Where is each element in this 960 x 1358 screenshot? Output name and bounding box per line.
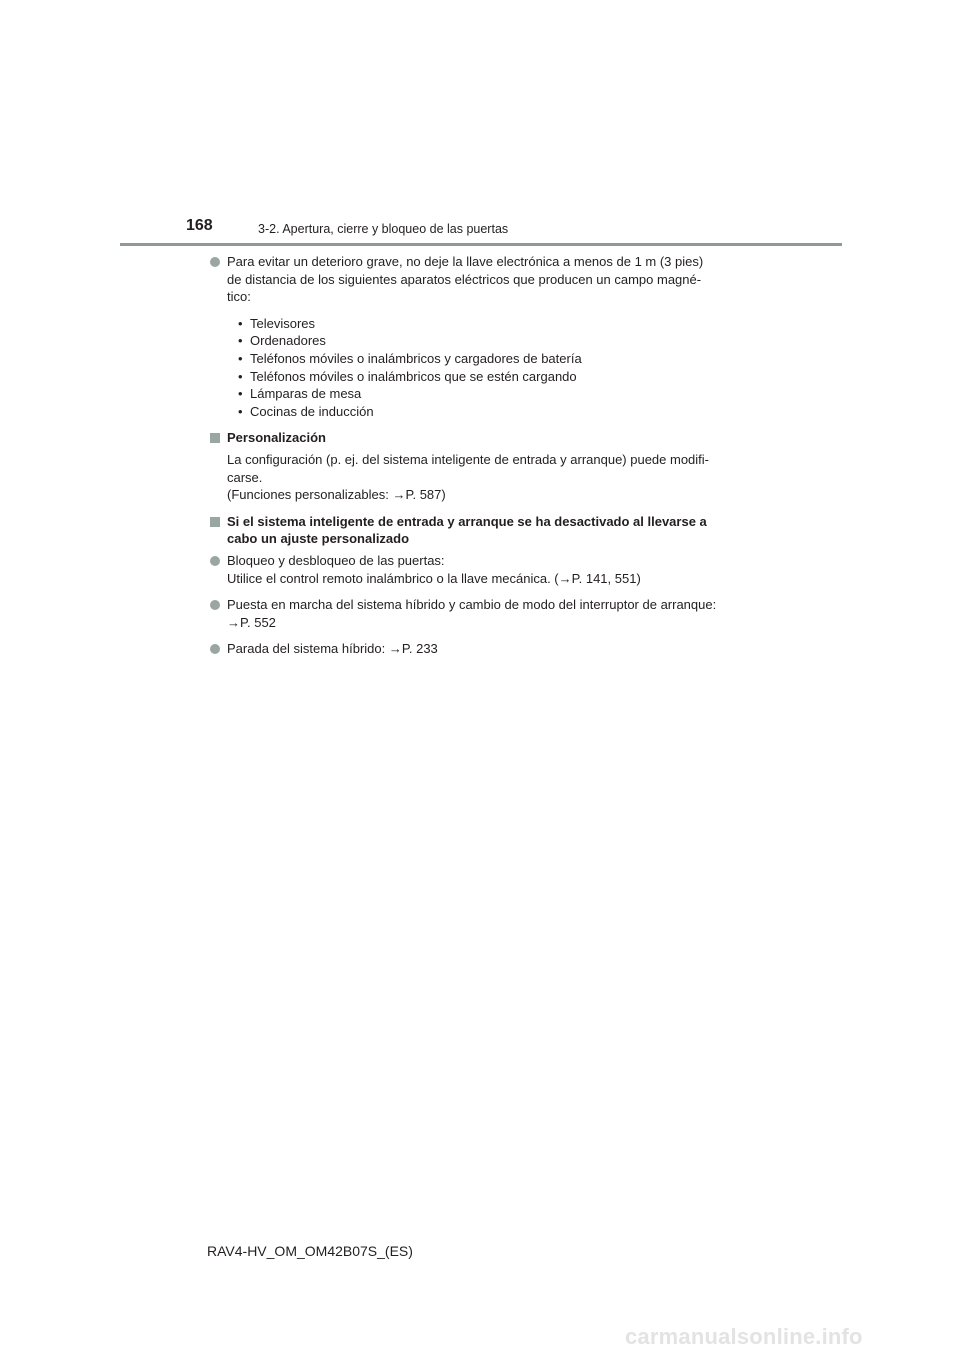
warning-item — [208, 253, 753, 306]
text-line: Puesta en marcha del sistema híbrido y cambio de modo del interruptor de arranque: — [227, 597, 717, 613]
list-item: • Teléfonos móviles o inalámbricos que se estén cargando — [238, 368, 753, 386]
text-line: (Funciones personalizables: →P. 587) — [227, 487, 446, 503]
heading-line: cabo un ajuste personalizado — [227, 531, 410, 547]
text-line: Utilice el control remoto inalámbrico o la llave mecánica. (→P. 141, 551) — [227, 570, 641, 586]
round-bullet-icon — [210, 644, 220, 654]
round-bullet-icon — [210, 556, 220, 566]
footer-document-code: RAV4-HV_OM_OM42B07S_(ES) — [207, 1243, 413, 1259]
list-item: • Ordenadores — [238, 332, 753, 350]
square-bullet-icon — [210, 517, 220, 527]
list-item: • Teléfonos móviles o inalámbricos y cargadores de batería — [238, 350, 753, 368]
square-bullet-icon — [210, 433, 220, 443]
list-item: • Televisores — [238, 315, 753, 333]
deactivated-heading — [208, 513, 753, 548]
page-content — [208, 253, 753, 667]
text-line: Parada del sistema híbrido: →P. 233 — [227, 641, 438, 657]
text-line: de distancia de los siguientes aparatos eléctricos que producen un campo magné- — [227, 271, 702, 287]
list-item: • Lámparas de mesa — [238, 385, 753, 403]
watermark: carmanualsonline.info — [625, 1324, 863, 1349]
list-item: • Cocinas de inducción — [238, 403, 753, 421]
round-bullet-icon — [210, 257, 220, 267]
round-bullet-icon — [210, 600, 220, 610]
text-line: carse. — [227, 469, 263, 485]
appliance-list — [208, 315, 753, 421]
personalization-heading — [208, 429, 753, 447]
hybrid-stop-item — [208, 640, 753, 658]
text-line: Bloqueo y desbloqueo de las puertas: — [227, 552, 445, 568]
header-rule — [120, 243, 842, 246]
page-number: 168 — [186, 217, 213, 234]
text-line: La configuración (p. ej. del sistema inteligente de entrada y arranque) puede modifi- — [227, 451, 710, 467]
lock-unlock-item — [208, 552, 753, 587]
text-line: Para evitar un deterioro grave, no deje la llave electrónica a menos de 1 m (3 pies) — [227, 254, 704, 269]
heading-text: Personalización — [227, 430, 326, 446]
hybrid-start-item — [208, 596, 753, 631]
text-line: tico: — [227, 289, 251, 305]
section-title: 3-2. Apertura, cierre y bloqueo de las puertas — [258, 222, 509, 236]
heading-line: Si el sistema inteligente de entrada y arranque se ha desactivado al llevarse a — [227, 513, 707, 529]
personalization-paragraph — [208, 451, 753, 504]
text-line: →P. 552 — [227, 614, 276, 630]
